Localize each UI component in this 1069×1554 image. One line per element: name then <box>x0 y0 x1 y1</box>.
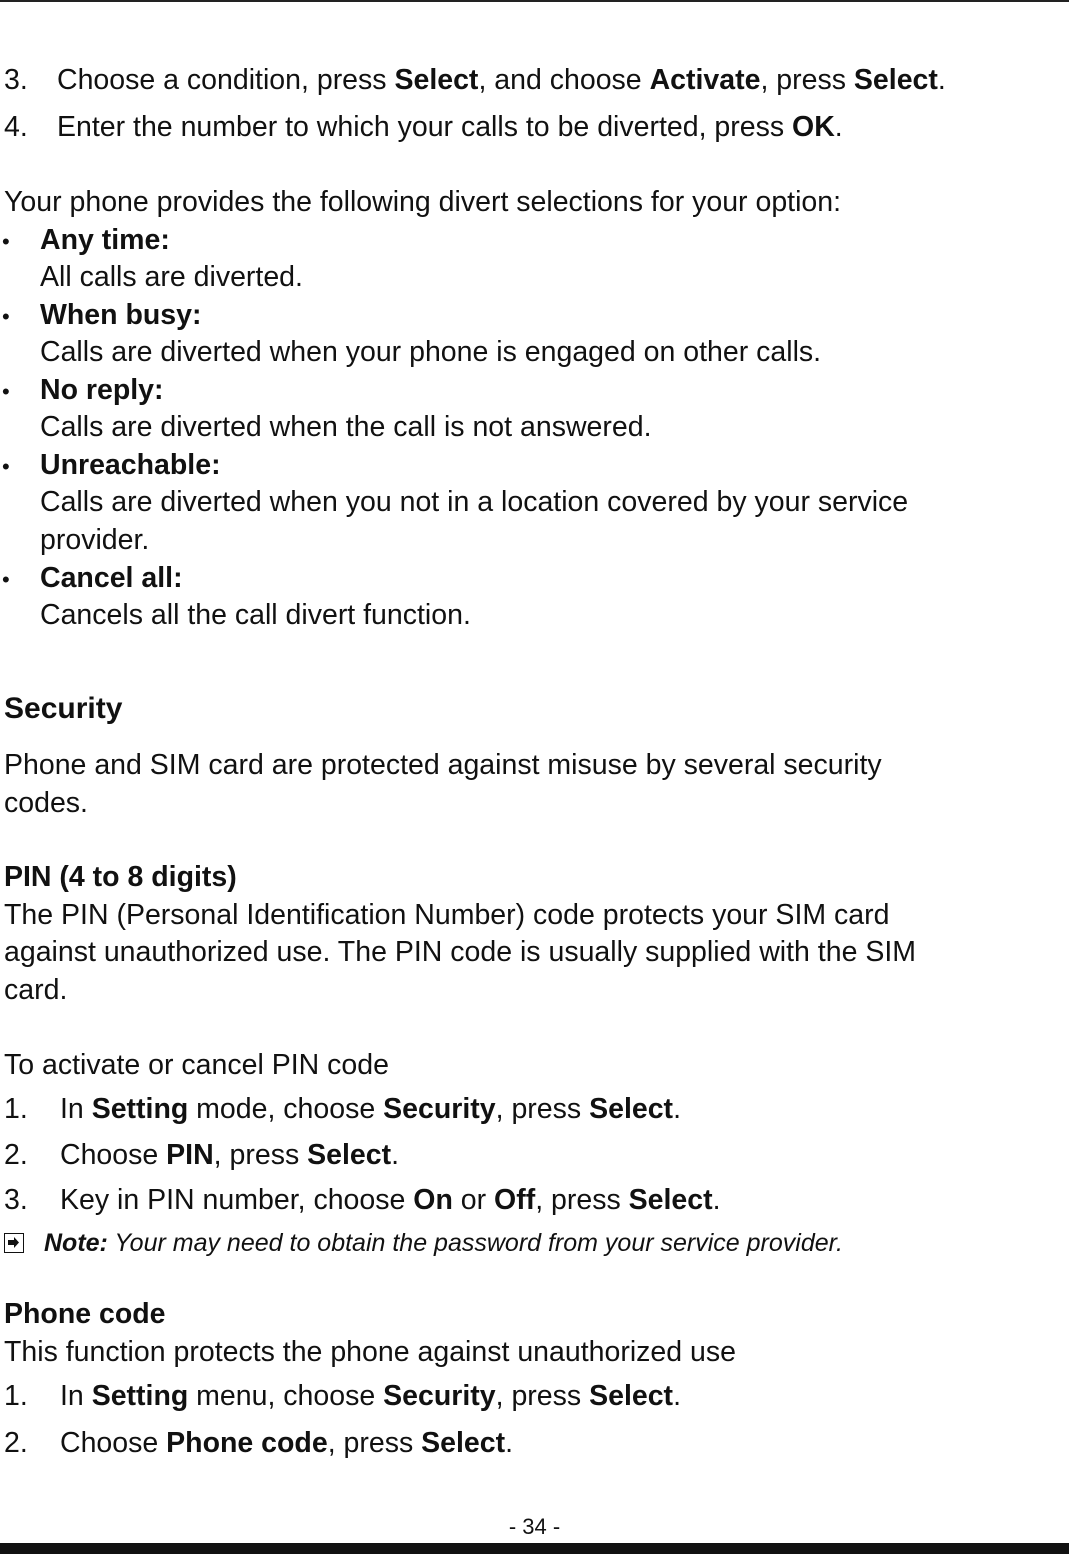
step-number: 1. <box>4 1380 28 1412</box>
bold-term: Setting <box>91 1380 189 1412</box>
pin-subheading: To activate or cancel PIN code <box>4 1049 389 1081</box>
step-text: In Setting mode, choose Security, press Select. <box>60 1093 681 1125</box>
bold-term: Select <box>421 1427 506 1459</box>
bold-term: Select <box>394 64 479 96</box>
bold-term: On <box>413 1184 453 1216</box>
pin-step-1 <box>4 1092 681 1126</box>
step-text: Choose a condition, press Select, and choose Activate, press Select. <box>57 64 946 96</box>
phone-code-heading: Phone code <box>4 1298 166 1330</box>
bullet-dot: • <box>2 454 10 479</box>
bullet-title-when-busy: When busy: <box>40 299 202 331</box>
bullet-dot: • <box>2 229 10 254</box>
section-heading-security: Security <box>4 692 123 725</box>
bullet-desc-unreachable: Calls are diverted when you not in a location covered by your service <box>40 486 909 518</box>
bold-term: Select <box>628 1184 713 1216</box>
page-number: - 34 - <box>508 1514 561 1539</box>
note-text: Your may need to obtain the password from your service provider. <box>107 1229 843 1257</box>
bold-term: Setting <box>91 1093 189 1125</box>
pin-step-2 <box>4 1138 399 1172</box>
step-text: Enter the number to which your calls to be diverted, press OK. <box>57 111 843 143</box>
step-top-3 <box>4 63 946 97</box>
bold-term: OK <box>792 111 835 143</box>
bullet-title-unreachable: Unreachable: <box>40 449 221 481</box>
pin-text-line-1: The PIN (Personal Identification Number) code protects your SIM card <box>4 899 890 931</box>
step-number: 3. <box>4 64 28 96</box>
bold-term: Select <box>307 1139 392 1171</box>
note-icon <box>4 1233 24 1253</box>
phone-step-2 <box>4 1426 513 1460</box>
phone-step-1 <box>4 1379 681 1413</box>
bullet-dot: • <box>2 567 10 592</box>
security-text-line-2: codes. <box>4 787 88 819</box>
note-label: Note: <box>44 1229 108 1257</box>
pin-text-line-3: card. <box>4 974 68 1006</box>
bold-term: Select <box>853 64 938 96</box>
bold-term: Phone code <box>166 1427 328 1459</box>
pin-heading: PIN (4 to 8 digits) <box>4 861 237 893</box>
top-rule <box>0 0 1069 2</box>
bold-term: Select <box>589 1380 674 1412</box>
step-number: 1. <box>4 1093 28 1125</box>
bullet-desc-unreachable-cont: provider. <box>40 524 150 556</box>
bold-term: Security <box>383 1380 496 1412</box>
bottom-rule <box>0 1543 1069 1554</box>
bullet-desc-no-reply: Calls are diverted when the call is not answered. <box>40 411 652 443</box>
step-text: Choose Phone code, press Select. <box>60 1427 514 1459</box>
step-top-4 <box>4 110 843 144</box>
bold-term: Select <box>589 1093 674 1125</box>
security-text-line-1: Phone and SIM card are protected against misuse by several security <box>4 749 882 781</box>
step-number: 2. <box>4 1427 28 1459</box>
divert-intro: Your phone provides the following divert selections for your option: <box>4 186 842 218</box>
bold-term: Security <box>383 1093 496 1125</box>
step-number: 2. <box>4 1139 28 1171</box>
bullet-desc-cancel-all: Cancels all the call divert function. <box>40 599 471 631</box>
pin-step-3 <box>4 1183 721 1217</box>
phone-code-text: This function protects the phone against unauthorized use <box>4 1336 736 1368</box>
step-text: In Setting menu, choose Security, press Select. <box>60 1380 681 1412</box>
note <box>4 1227 843 1259</box>
step-text: Choose PIN, press Select. <box>60 1139 400 1171</box>
bullet-desc-when-busy: Calls are diverted when your phone is engaged on other calls. <box>40 336 822 368</box>
bullet-title-any-time: Any time: <box>40 224 170 256</box>
step-number: 4. <box>4 111 28 143</box>
step-number: 3. <box>4 1184 28 1216</box>
bold-term: Off <box>494 1184 536 1216</box>
bullet-dot: • <box>2 379 10 404</box>
bullet-dot: • <box>2 304 10 329</box>
bold-term: Activate <box>649 64 761 96</box>
bullet-desc-any-time: All calls are diverted. <box>40 261 303 293</box>
bullet-title-no-reply: No reply: <box>40 374 164 406</box>
bullet-title-cancel-all: Cancel all: <box>40 562 183 594</box>
pin-text-line-2: against unauthorized use. The PIN code is usually supplied with the SIM <box>4 936 916 968</box>
bold-term: PIN <box>166 1139 214 1171</box>
step-text: Key in PIN number, choose On or Off, press Select. <box>60 1184 721 1216</box>
